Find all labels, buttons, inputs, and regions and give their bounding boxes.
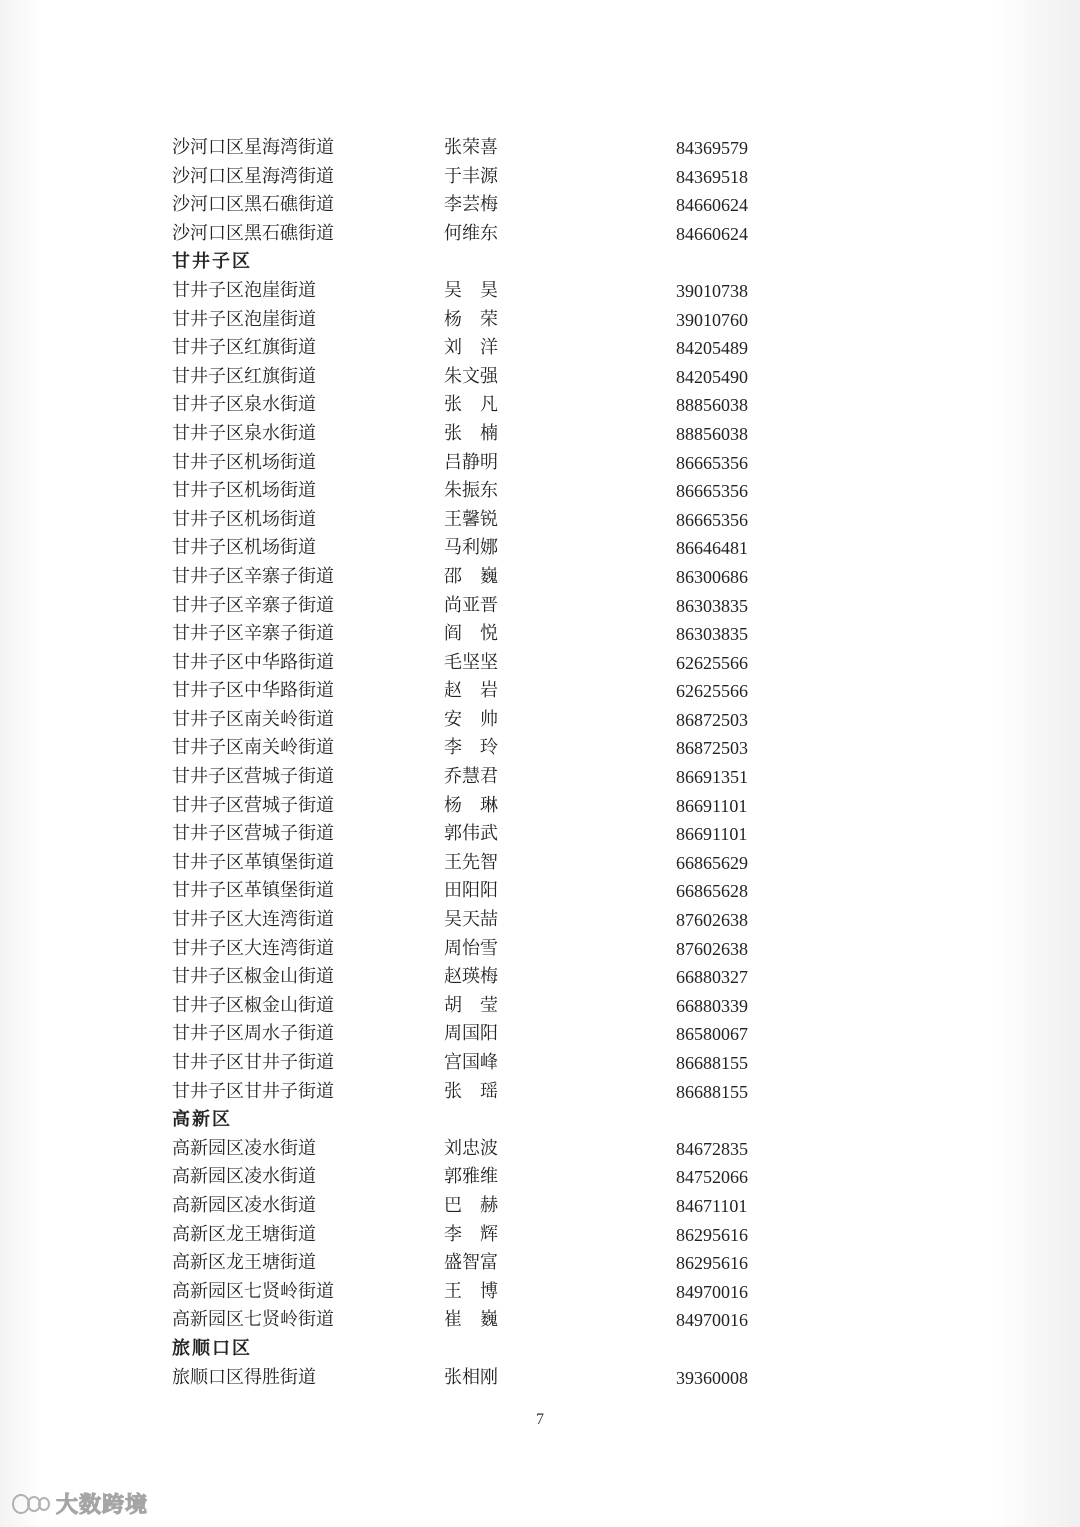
contact-row: [172, 1135, 812, 1164]
contact-row: [172, 1221, 812, 1250]
contact-name: 周国阳: [444, 1023, 498, 1045]
street-name: 甘井子区大连湾街道: [172, 909, 334, 931]
contact-name: 王 博: [444, 1280, 498, 1302]
watermark: [10, 1488, 148, 1519]
phone-number: 86300686: [676, 566, 748, 587]
phone-number: 39010738: [676, 280, 748, 301]
contact-row: [172, 820, 812, 849]
phone-number: 62625566: [676, 652, 748, 673]
contact-name: 朱振东: [444, 480, 498, 502]
street-name: 甘井子区南关岭街道: [172, 737, 334, 759]
phone-number: 84671101: [676, 1195, 748, 1216]
contact-row: [172, 134, 812, 163]
contact-row: [172, 1078, 812, 1107]
contact-row: [172, 677, 812, 706]
contact-row: [172, 1306, 812, 1335]
contact-row: [172, 649, 812, 678]
phone-number: 86872503: [676, 738, 748, 759]
contact-name: 田阳阳: [444, 880, 498, 902]
street-name: 甘井子区营城子街道: [172, 823, 334, 845]
contact-name: 吴 昊: [444, 279, 498, 301]
street-name: 甘井子区中华路街道: [172, 680, 334, 702]
phone-number: 84660624: [676, 195, 748, 216]
contact-name: 朱文强: [444, 365, 498, 387]
contact-name: 张荣喜: [444, 137, 498, 158]
contact-name: 杨 琳: [444, 794, 498, 816]
contact-name: 郭伟武: [444, 823, 498, 845]
street-name: 高新区龙王塘街道: [172, 1223, 316, 1245]
phone-number: 84369579: [676, 138, 748, 158]
phone-number: 87602638: [676, 938, 748, 959]
contact-name: 郭雅维: [444, 1166, 498, 1188]
street-name: 高新园区七贤岭街道: [172, 1309, 334, 1331]
page-number: 7: [536, 1411, 544, 1428]
district-name: 高新区: [172, 1109, 232, 1131]
contact-row: [172, 992, 812, 1021]
contact-name: 赵 岩: [444, 680, 498, 702]
phone-number: 84970016: [676, 1310, 748, 1331]
street-name: 沙河口区星海湾街道: [172, 137, 334, 158]
contact-row: [172, 906, 812, 935]
street-name: 甘井子区甘井子街道: [172, 1080, 334, 1102]
phone-number: 39010760: [676, 309, 748, 330]
district-header: [172, 1335, 812, 1364]
street-name: 沙河口区黑石礁街道: [172, 194, 334, 216]
contact-row: [172, 1163, 812, 1192]
contact-name: 于丰源: [444, 165, 498, 187]
contact-row: [172, 363, 812, 392]
contact-name: 张 凡: [444, 394, 498, 416]
contact-row: [172, 1049, 812, 1078]
contact-row: [172, 391, 812, 420]
street-name: 甘井子区机场街道: [172, 451, 316, 473]
contact-row: [172, 1364, 812, 1393]
contact-name: 巴 赫: [444, 1194, 498, 1216]
contact-row: [172, 877, 812, 906]
street-name: 甘井子区大连湾街道: [172, 937, 334, 959]
contact-name: 崔 巍: [444, 1309, 498, 1331]
contact-name: 乔慧君: [444, 766, 498, 788]
street-name: 甘井子区辛寨子街道: [172, 623, 334, 645]
contact-name: 邵 巍: [444, 565, 498, 587]
contact-row: [172, 191, 812, 220]
contact-row: [172, 306, 812, 335]
contact-row: [172, 449, 812, 478]
phone-number: 86295616: [676, 1253, 748, 1274]
street-name: 甘井子区泡崖街道: [172, 308, 316, 330]
phone-number: 86665356: [676, 509, 748, 530]
contact-name: 吴天喆: [444, 909, 498, 931]
contact-row: [172, 563, 812, 592]
phone-number: 86295616: [676, 1224, 748, 1245]
phone-number: 88856038: [676, 395, 748, 416]
phone-number: 86580067: [676, 1024, 748, 1045]
contact-name: 阎 悦: [444, 623, 498, 645]
phone-number: 84970016: [676, 1281, 748, 1302]
street-name: 高新园区七贤岭街道: [172, 1280, 334, 1302]
contact-name: 何维东: [444, 222, 498, 244]
street-name: 沙河口区星海湾街道: [172, 165, 334, 187]
contact-row: [172, 420, 812, 449]
street-name: 甘井子区泡崖街道: [172, 279, 316, 301]
district-name: 旅顺口区: [172, 1337, 252, 1359]
phone-number: 86691351: [676, 767, 748, 788]
contact-row: [172, 534, 812, 563]
contact-row: [172, 706, 812, 735]
contact-row: [172, 620, 812, 649]
contact-row: [172, 334, 812, 363]
contact-name: 胡 莹: [444, 994, 498, 1016]
phone-number: 86688155: [676, 1081, 748, 1102]
phone-number: 87602638: [676, 910, 748, 931]
contact-name: 周怡雪: [444, 937, 498, 959]
street-name: 甘井子区革镇堡街道: [172, 851, 334, 873]
contact-name: 李 玲: [444, 737, 498, 759]
phone-number: 86303835: [676, 624, 748, 645]
contact-row: [172, 163, 812, 192]
contact-name: 宫国峰: [444, 1052, 498, 1073]
phone-number: 66865629: [676, 852, 748, 873]
contact-name: 安 帅: [444, 708, 498, 730]
contact-row: [172, 592, 812, 621]
contact-row: [172, 277, 812, 306]
contact-name: 赵瑛梅: [444, 966, 498, 988]
contact-row: [172, 220, 812, 249]
contact-name: 李芸梅: [444, 194, 498, 216]
contact-name: 盛智富: [444, 1252, 498, 1274]
phone-number: 84205490: [676, 366, 748, 387]
street-name: 甘井子区泉水街道: [172, 422, 316, 444]
phone-number: 84672835: [676, 1138, 748, 1159]
phone-number: 86688155: [676, 1053, 748, 1073]
street-name: 甘井子区机场街道: [172, 480, 316, 502]
contact-name: 吕静明: [444, 451, 498, 473]
street-name: 甘井子区椒金山街道: [172, 966, 334, 988]
phone-number: 86646481: [676, 538, 748, 559]
contact-name: 尚亚晋: [444, 594, 498, 616]
contact-name: 刘忠波: [444, 1137, 498, 1159]
phone-number: 86872503: [676, 709, 748, 730]
district-header: [172, 1106, 812, 1135]
district-header: [172, 248, 812, 277]
contact-name: 刘 洋: [444, 337, 498, 359]
contact-row: [172, 1278, 812, 1307]
street-name: 高新园区凌水街道: [172, 1137, 316, 1159]
phone-number: 86665356: [676, 452, 748, 473]
street-name: 高新园区凌水街道: [172, 1166, 316, 1188]
contact-row: [172, 506, 812, 535]
street-name: 甘井子区南关岭街道: [172, 708, 334, 730]
phone-number: 84660624: [676, 223, 748, 244]
phone-number: 66880339: [676, 995, 748, 1016]
street-name: 甘井子区机场街道: [172, 537, 316, 559]
contact-row: [172, 734, 812, 763]
contact-name: 毛坚坚: [444, 651, 498, 673]
contact-row: [172, 1192, 812, 1221]
street-name: 高新区龙王塘街道: [172, 1252, 316, 1274]
contact-name: 王馨锐: [444, 508, 498, 530]
street-name: 旅顺口区得胜街道: [172, 1366, 316, 1388]
contact-row: [172, 477, 812, 506]
phone-number: 84205489: [676, 338, 748, 359]
contact-name: 杨 荣: [444, 308, 498, 330]
street-name: 高新园区凌水街道: [172, 1194, 316, 1216]
street-name: 甘井子区红旗街道: [172, 365, 316, 387]
street-name: 甘井子区泉水街道: [172, 394, 316, 416]
street-name: 甘井子区辛寨子街道: [172, 594, 334, 616]
contact-row: [172, 1020, 812, 1049]
street-name: 甘井子区营城子街道: [172, 794, 334, 816]
contact-list: [172, 134, 812, 1392]
watermark-text: 大数跨境: [56, 1493, 149, 1518]
contact-row: [172, 963, 812, 992]
contact-name: 马利娜: [444, 537, 498, 559]
contact-row: [172, 1249, 812, 1278]
street-name: 甘井子区机场街道: [172, 508, 316, 530]
phone-number: 88856038: [676, 423, 748, 444]
contact-row: [172, 935, 812, 964]
contact-row: [172, 763, 812, 792]
street-name: 甘井子区椒金山街道: [172, 994, 334, 1016]
contact-name: 张相刚: [444, 1366, 498, 1388]
contact-row: [172, 849, 812, 878]
phone-number: 86691101: [676, 824, 748, 845]
street-name: 甘井子区营城子街道: [172, 766, 334, 788]
phone-number: 84369518: [676, 166, 748, 187]
phone-number: 86665356: [676, 481, 748, 502]
phone-number: 62625566: [676, 681, 748, 702]
street-name: 甘井子区周水子街道: [172, 1023, 334, 1045]
phone-number: 84752066: [676, 1167, 748, 1188]
phone-number: 86691101: [676, 795, 748, 816]
phone-number: 66880327: [676, 967, 748, 988]
street-name: 甘井子区中华路街道: [172, 651, 334, 673]
contact-name: 张 楠: [444, 422, 498, 444]
district-name: 甘井子区: [172, 251, 252, 273]
street-name: 甘井子区辛寨子街道: [172, 565, 334, 587]
phone-number: 86303835: [676, 595, 748, 616]
contact-row: [172, 792, 812, 821]
street-name: 甘井子区革镇堡街道: [172, 880, 334, 902]
contact-name: 张 瑶: [444, 1080, 498, 1102]
street-name: 甘井子区甘井子街道: [172, 1052, 334, 1073]
watermark-logo-icon: [10, 1491, 52, 1517]
phone-number: 66865628: [676, 881, 748, 902]
street-name: 甘井子区红旗街道: [172, 337, 316, 359]
contact-name: 李 辉: [444, 1223, 498, 1245]
street-name: 沙河口区黑石礁街道: [172, 222, 334, 244]
phone-number: 39360008: [676, 1367, 748, 1388]
contact-name: 王先智: [444, 851, 498, 873]
